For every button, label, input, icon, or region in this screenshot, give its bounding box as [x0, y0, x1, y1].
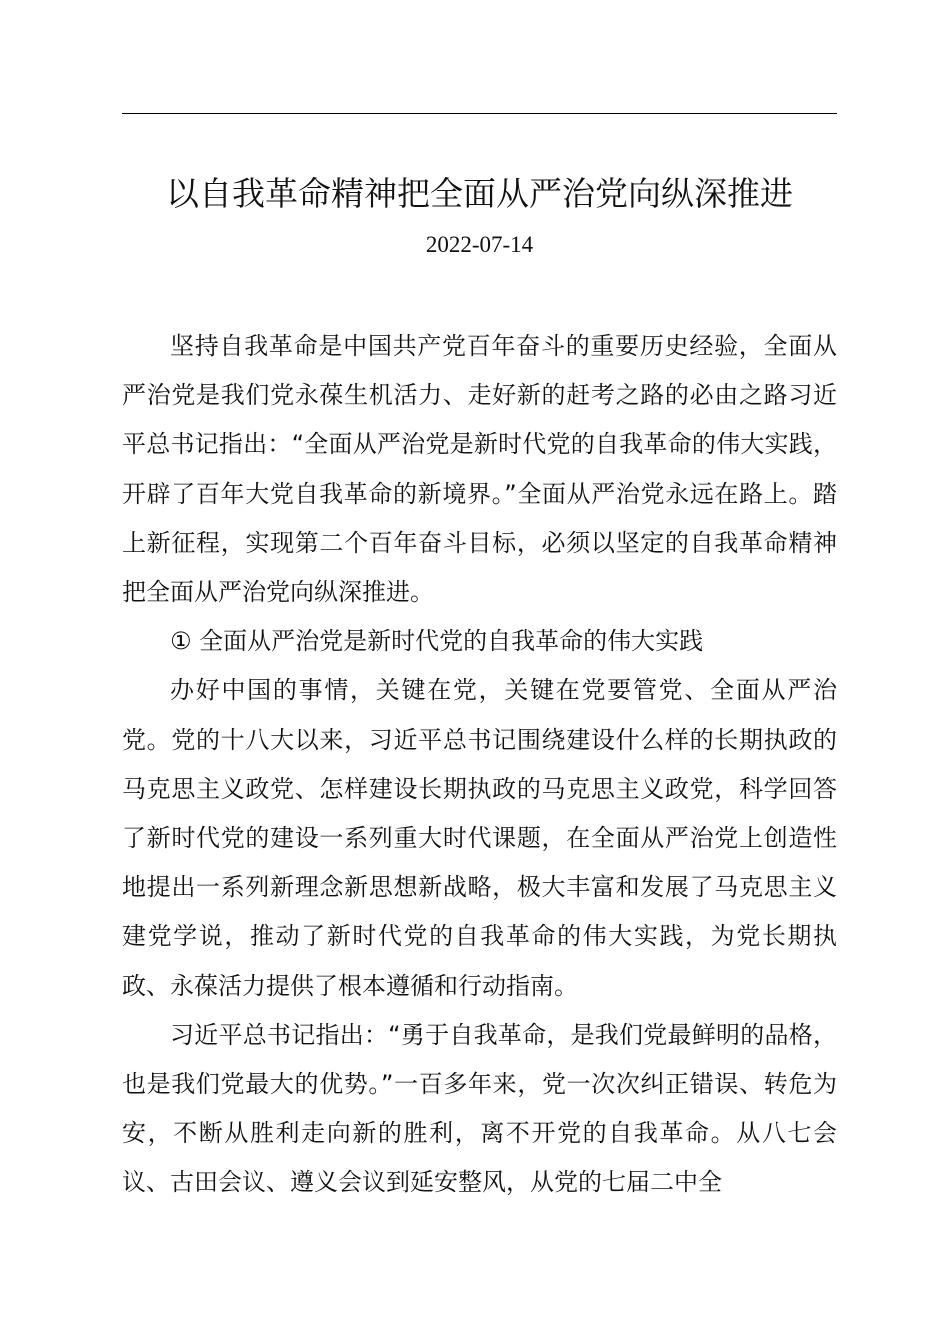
document-body: [122, 322, 837, 1208]
header-rule: [122, 113, 837, 114]
paragraph-section-2: 习近平总书记指出：“勇于自我革命，是我们党最鲜明的品格，也是我们党最大的优势。”一百多年来，党一次次纠正错误、转危为安，不断从胜利走向新的胜利，离不开党的自我革命。从八七会议、古田会议、遵义会议到延安整风，从党的七届二中全: [122, 1020, 837, 1197]
document-date: 2022-07-14: [425, 232, 534, 257]
paragraph-section-1: 办好中国的事情，关键在党，关键在党要管党、全面从严治党。党的十八大以来，习近平总书记围绕建设什么样的长期执政的马克思主义政党、怎样建设长期执政的马克思主义政党，科学回答了新时代党的建设一系列重大时代课题，在全面从严治党上创造性地提出一系列新理念新思想新战略，极大丰富和发展了马克思主义建党学说，推动了新时代党的自我革命的伟大实践，为党长期执政、永葆活力提供了根本遵循和行动指南。: [122, 676, 837, 1000]
paragraph-intro: 坚持自我革命是中国共产党百年奋斗的重要历史经验，全面从严治党是我们党永葆生机活力、走好新的赶考之路的必由之路习近平总书记指出：“全面从严治党是新时代党的自我革命的伟大实践，开辟了百年大党自我革命的新境界。”全面从严治党永远在路上。踏上新征程，实现第二个百年奋斗目标，必须以坚定的自我革命精神把全面从严治党向纵深推进。: [122, 332, 837, 607]
section-heading: ① 全面从严治党是新时代党的自我革命的伟大实践: [170, 627, 704, 656]
document-title: 以自我革命精神把全面从严治党向纵深推进: [166, 174, 793, 213]
